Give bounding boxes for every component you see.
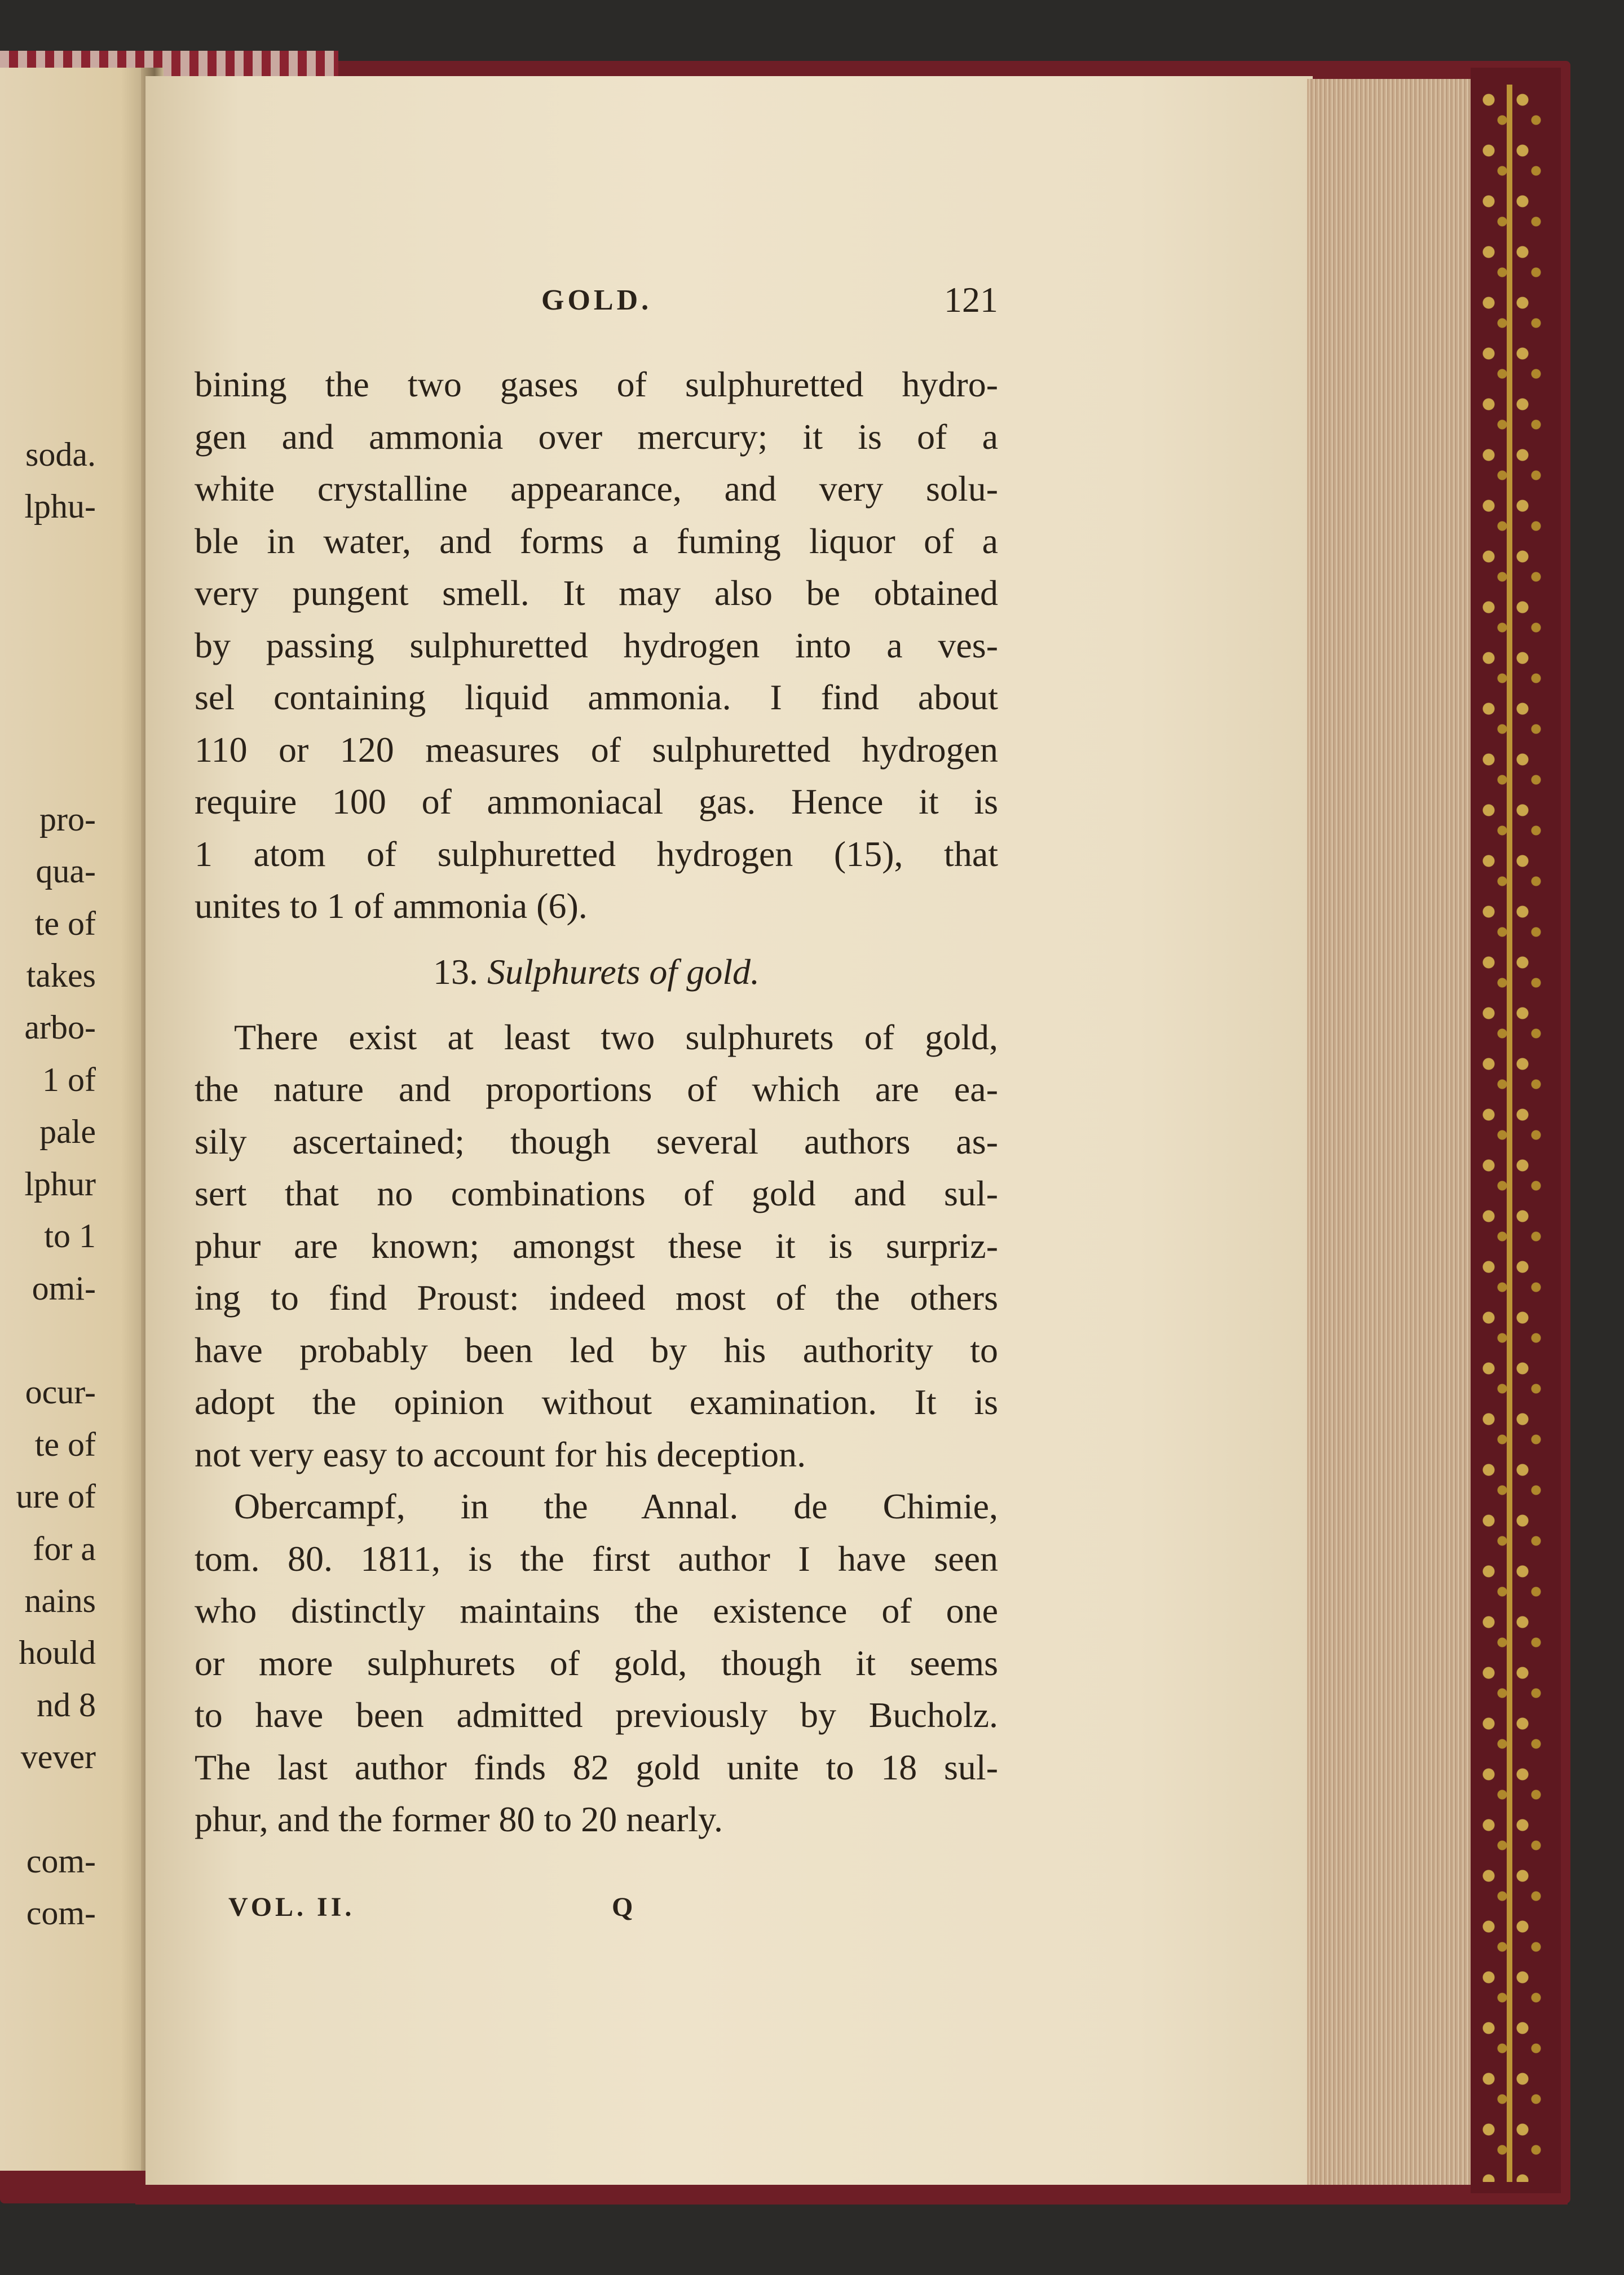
left-page-fragment: for a (33, 1530, 96, 1567)
text-line: require 100 of ammoniacal gas. Hence it is (195, 781, 998, 821)
signature-mark: Q (612, 1892, 633, 1922)
text-line: white crystalline appearance, and very solu- (195, 469, 998, 509)
left-page-fragment: te of (34, 1425, 96, 1463)
left-page (0, 68, 151, 2171)
text-line: very pungent smell. It may also be obtained (195, 573, 998, 613)
bottom-cover-edge (135, 2182, 1568, 2205)
left-page-fragment: hould (19, 1634, 96, 1672)
text-line: by passing sulphuretted hydrogen into a ves- (195, 625, 998, 665)
page-fore-edge (1307, 79, 1471, 2185)
left-page-fragment: omi- (32, 1269, 96, 1307)
text-line: sel containing liquid ammonia. I find about (195, 677, 998, 717)
left-page-fragment (0, 585, 96, 637)
paragraph-2 (195, 1011, 998, 1481)
text-line: adopt the opinion without examination. It is (195, 1382, 998, 1422)
paragraph-3 (195, 1481, 998, 1846)
left-page-fragment: 1 of (42, 1061, 96, 1098)
left-page-fragment: qua- (36, 852, 96, 890)
section-number: 13. (433, 951, 479, 992)
text-line: ing to find Proust: indeed most of the others (195, 1278, 998, 1318)
left-page-fragment: com- (26, 1894, 96, 1932)
left-page-fragment (0, 637, 96, 689)
text-line: or more sulphurets of gold, though it seems (195, 1642, 998, 1683)
left-page-fragment (0, 1783, 96, 1835)
gilt-ornament (1479, 85, 1549, 2182)
text-line: There exist at least two sulphurets of gold, (234, 1017, 998, 1057)
paragraph-1 (195, 359, 998, 933)
page-footer (228, 1892, 679, 1937)
section-heading (195, 933, 998, 1011)
left-page-fragment: te of (34, 904, 96, 942)
left-page-fragment: nains (24, 1582, 96, 1619)
text-line: ble in water, and forms a fuming liquor of a (195, 520, 998, 561)
text-line: phur, and the former 80 to 20 nearly. (195, 1799, 723, 1839)
left-page-fragment: lphu- (24, 488, 96, 525)
running-head-title: GOLD. (541, 284, 652, 316)
text-line: bining the two gases of sulphuretted hydro- (195, 364, 998, 404)
left-page-fragment: arbo- (24, 1009, 96, 1046)
text-line: 110 or 120 measures of sulphuretted hydrogen (195, 729, 998, 770)
left-page-fragment: pro- (39, 800, 96, 838)
text-line: 1 atom of sulphuretted hydrogen (15), that (195, 833, 998, 874)
text-line: the nature and proportions of which are ea- (195, 1069, 998, 1109)
left-page-fragment: pale (39, 1113, 96, 1151)
left-page-fragment (0, 689, 96, 741)
left-page-fragment: soda. (25, 436, 96, 473)
text-line: sily ascertained; though several authors as- (195, 1121, 998, 1161)
left-page-fragment: com- (26, 1842, 96, 1880)
running-head (203, 279, 998, 324)
text-line: have probably been led by his authority to (195, 1329, 998, 1370)
text-line: not very easy to account for his deception. (195, 1434, 806, 1474)
left-page-fragment: to 1 (44, 1217, 96, 1255)
left-page-fragment: lphur (24, 1165, 96, 1203)
text-line: gen and ammonia over mercury; it is of a (195, 416, 998, 457)
left-page-fragment: vever (20, 1738, 96, 1776)
text-line: who distinctly maintains the existence of one (195, 1591, 998, 1631)
left-page-fragment (0, 741, 96, 793)
left-page-fragment (0, 1314, 96, 1366)
text-line: phur are known; amongst these it is surpriz- (195, 1225, 998, 1266)
volume-marker: VOL. II. (228, 1892, 355, 1922)
text-line: The last author finds 82 gold unite to 18 sul- (195, 1747, 998, 1787)
left-page-fragment: takes (26, 957, 96, 995)
text-line: Obercampf, in the Annal. de Chimie, (234, 1486, 998, 1526)
left-page-fragment: ure of (16, 1478, 96, 1516)
page-number: 121 (944, 280, 998, 320)
section-title: Sulphurets of gold. (487, 951, 760, 992)
page-body (195, 359, 998, 1846)
left-page-fragment: nd 8 (37, 1686, 96, 1724)
left-page-text (0, 429, 96, 1940)
text-line: tom. 80. 1811, is the first author I have seen (195, 1538, 998, 1579)
left-page-fragment (0, 533, 96, 585)
left-page-fragment: ocur- (25, 1373, 96, 1411)
text-line: to have been admitted previously by Bucholz. (195, 1695, 998, 1735)
text-line: unites to 1 of ammonia (6). (195, 886, 588, 926)
text-line: sert that no combinations of gold and sul- (195, 1173, 998, 1213)
